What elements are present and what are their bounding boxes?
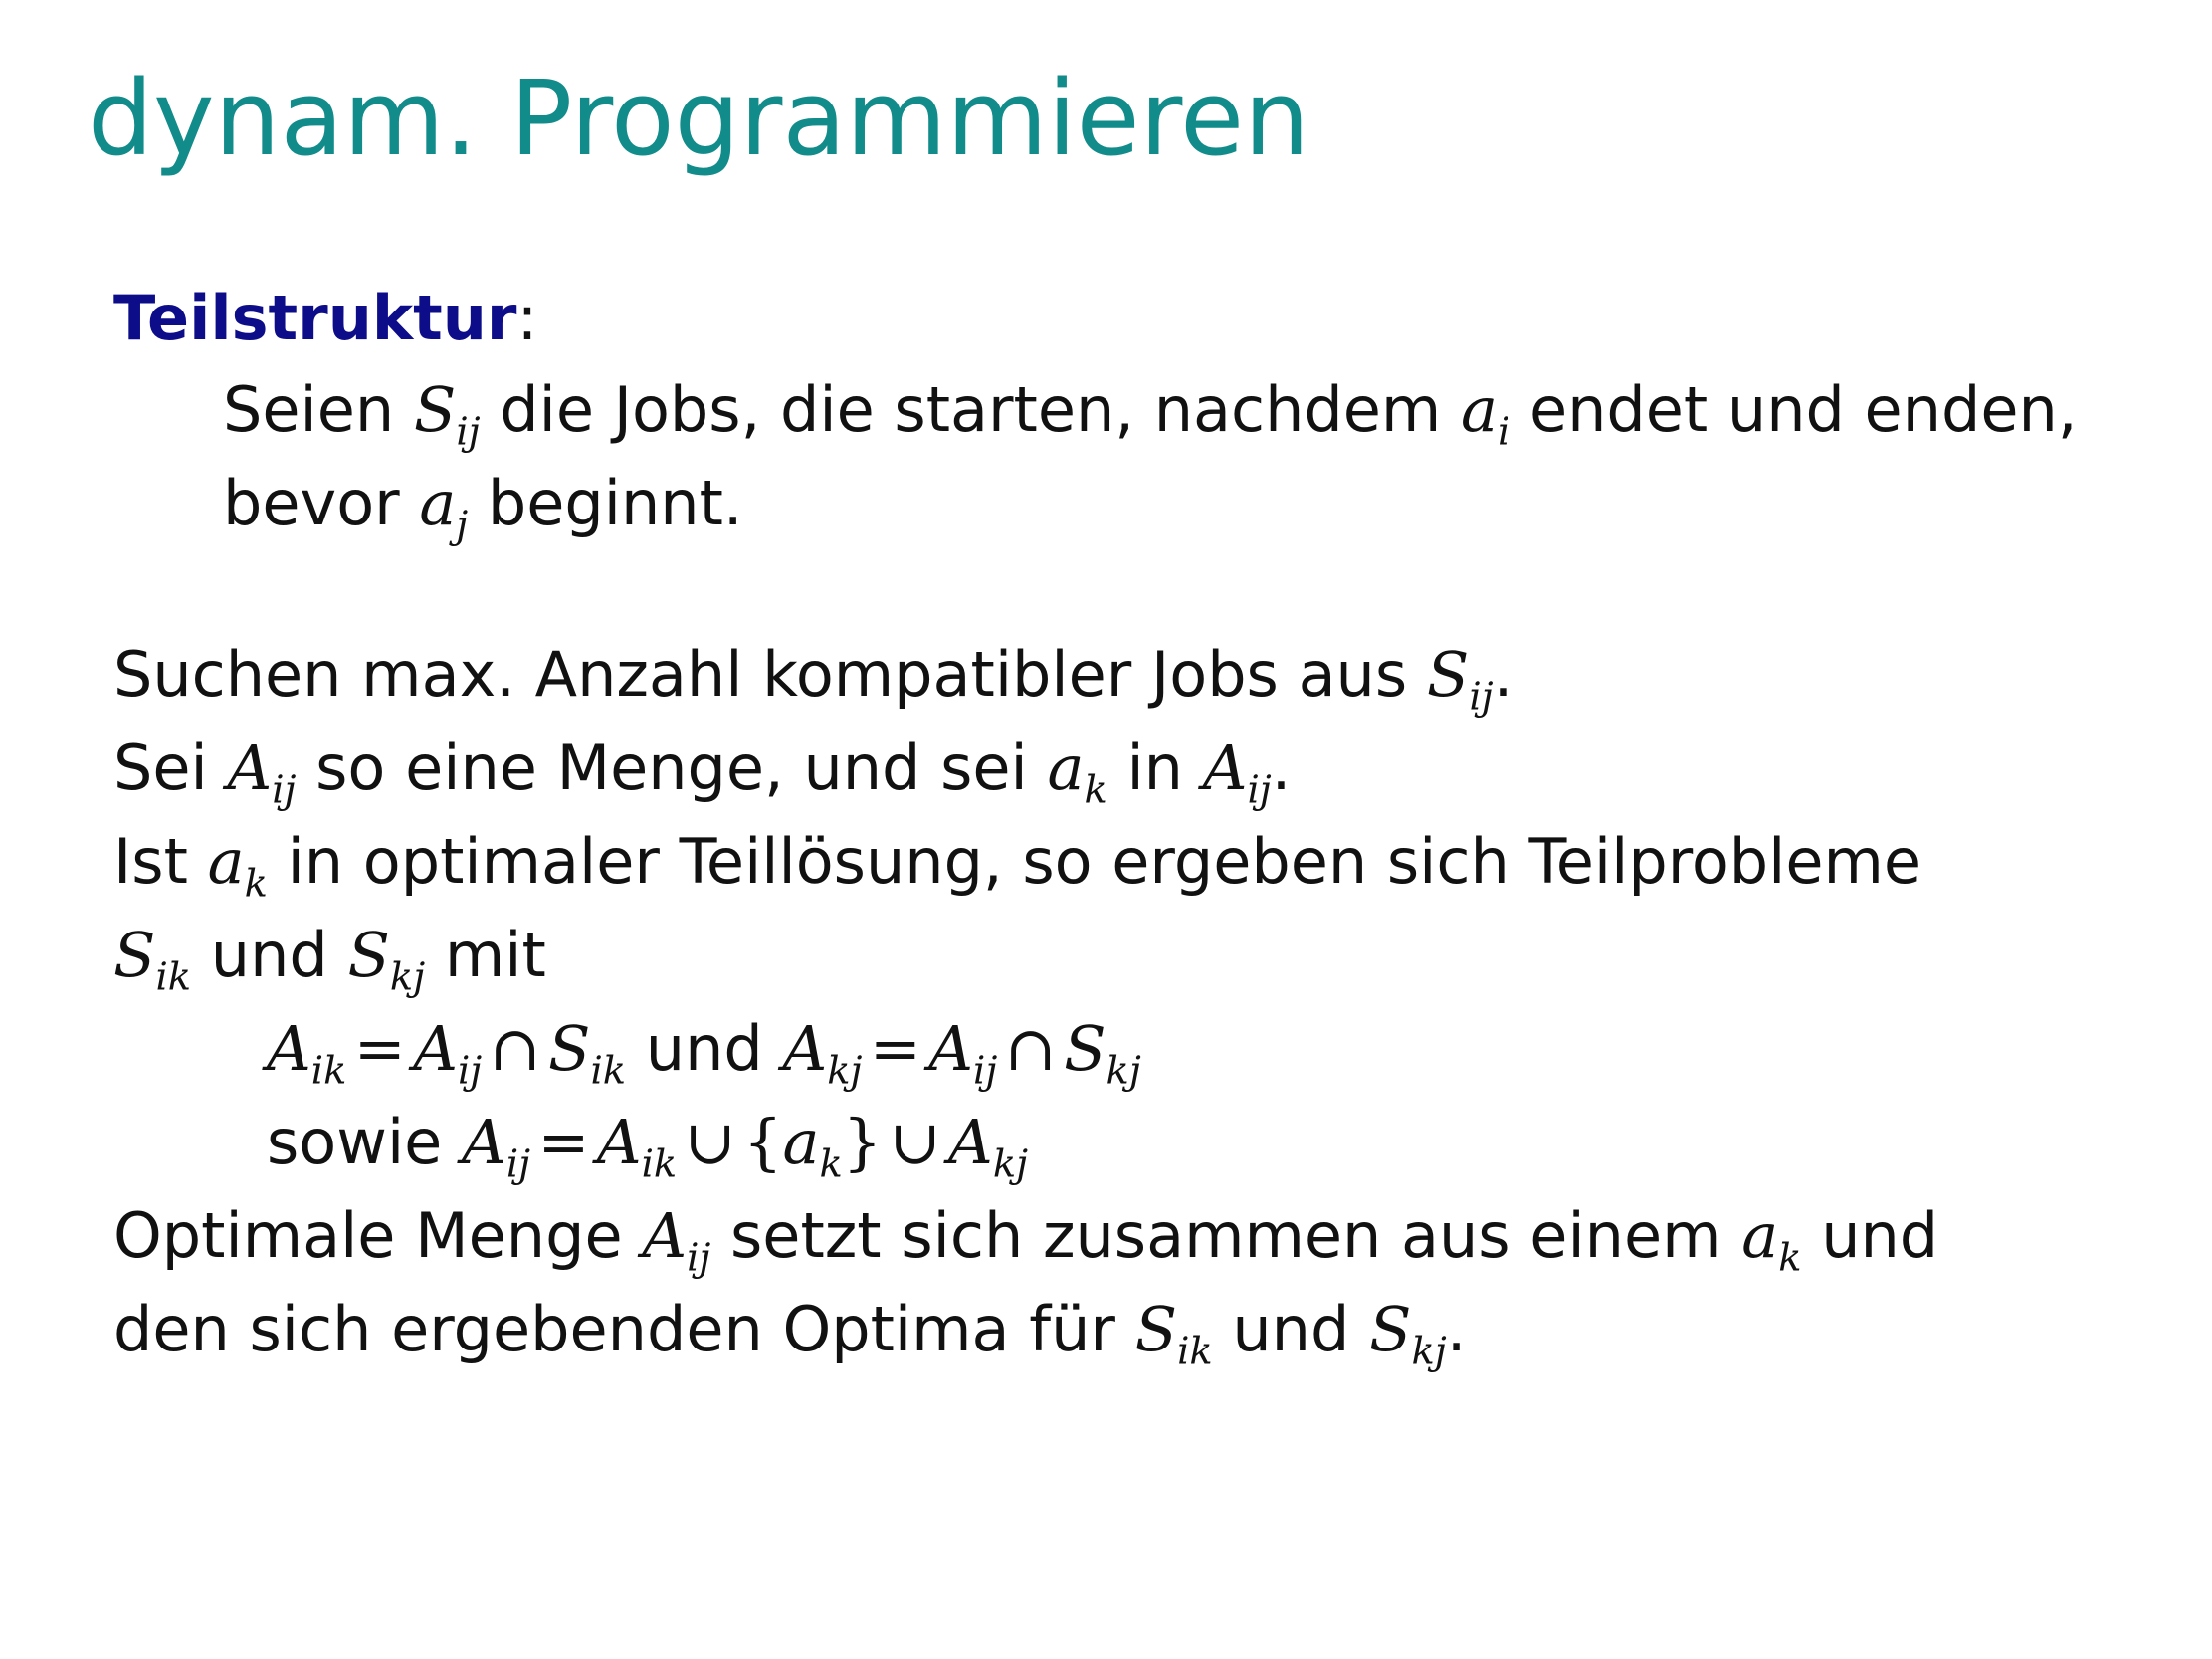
math-a-k: $a_k$	[1047, 731, 1107, 813]
equals-sign: =	[537, 1106, 590, 1178]
math-S-kj: $S_{kj}$	[1369, 1293, 1447, 1374]
math-S-ik: $S_{ik}$	[548, 1012, 627, 1094]
text: Ist	[113, 825, 208, 898]
body-line-2	[113, 731, 1292, 813]
math-A-ij: $A_{ij}$	[413, 1012, 483, 1094]
union-sign: ∪	[889, 1106, 941, 1178]
text: setzt sich zusammen aus einem	[710, 1199, 1742, 1272]
math-S-kj: $S_{kj}$	[347, 919, 426, 1000]
intersection-sign: ∩	[1004, 1012, 1057, 1085]
math-a-i: $a_i$	[1460, 373, 1510, 455]
text: den sich ergebenden Optima für	[113, 1293, 1135, 1365]
math-a-k: $a_k$	[207, 825, 268, 907]
right-brace: }	[842, 1106, 883, 1178]
definition-line-1	[223, 373, 2078, 455]
text: mit	[425, 919, 546, 991]
math-A-kj: $A_{kj}$	[782, 1012, 863, 1094]
text: in optimaler Teillösung, so ergeben sich Teilprobleme	[267, 825, 1922, 898]
text: .	[1446, 1293, 1467, 1365]
body-line-4	[113, 919, 546, 1000]
text: und	[626, 1012, 783, 1085]
text: so eine Menge, und sei	[296, 731, 1048, 804]
intersection-sign: ∩	[489, 1012, 541, 1085]
body-line-6	[113, 1293, 1467, 1374]
text: sowie	[267, 1106, 463, 1178]
text: Seien	[223, 373, 414, 446]
equals-sign: =	[353, 1012, 406, 1085]
math-S-kj: $S_{kj}$	[1064, 1012, 1141, 1094]
math-A-ik: $A_{ik}$	[596, 1106, 678, 1187]
text: Suchen max. Anzahl kompatibler Jobs aus	[113, 638, 1427, 711]
math-A-ij: $A_{ij}$	[227, 731, 297, 813]
formula-line-1	[267, 1012, 1141, 1094]
math-A-kj: $A_{kj}$	[948, 1106, 1029, 1187]
math-A-ij: $A_{ij}$	[928, 1012, 998, 1094]
definition-line-2	[223, 467, 743, 548]
math-A-ij: $A_{ij}$	[642, 1199, 711, 1281]
text: die Jobs, die starten, nachdem	[480, 373, 1461, 446]
heading-colon: :	[516, 282, 538, 354]
text: bevor	[223, 467, 420, 539]
math-a-k: $a_k$	[782, 1106, 843, 1187]
formula-line-2	[267, 1106, 1029, 1187]
text: Optimale Menge	[113, 1199, 643, 1272]
math-a-k: $a_k$	[1741, 1199, 1802, 1281]
math-S-ij: $S_{ij}$	[1426, 638, 1494, 720]
text: endet und enden,	[1509, 373, 2078, 446]
text: und	[1801, 1199, 1939, 1272]
math-S-ij: $S_{ij}$	[413, 373, 481, 455]
text: beginnt.	[468, 467, 743, 539]
equals-sign: =	[869, 1012, 921, 1085]
text: .	[1493, 638, 1513, 711]
teilstruktur-heading-line	[113, 282, 538, 354]
union-sign: ∪	[684, 1106, 736, 1178]
body-line-5	[113, 1199, 1939, 1281]
math-S-ik: $S_{ik}$	[1134, 1293, 1213, 1374]
math-a-j: $a_j$	[419, 467, 469, 548]
math-A-ij: $A_{ij}$	[462, 1106, 531, 1187]
teilstruktur-heading: Teilstruktur	[113, 282, 517, 354]
text: und	[191, 919, 348, 991]
text: .	[1271, 731, 1292, 804]
body-line-3	[113, 825, 1922, 907]
slide-title: dynam. Programmieren	[88, 58, 1309, 179]
body-line-1	[113, 638, 1513, 720]
text: Sei	[113, 731, 228, 804]
text: und	[1212, 1293, 1370, 1365]
text: in	[1106, 731, 1203, 804]
left-brace: {	[743, 1106, 783, 1178]
math-A-ij: $A_{ij}$	[1202, 731, 1272, 813]
math-S-ik: $S_{ik}$	[113, 919, 192, 1000]
math-A-ik: $A_{ik}$	[267, 1012, 347, 1094]
